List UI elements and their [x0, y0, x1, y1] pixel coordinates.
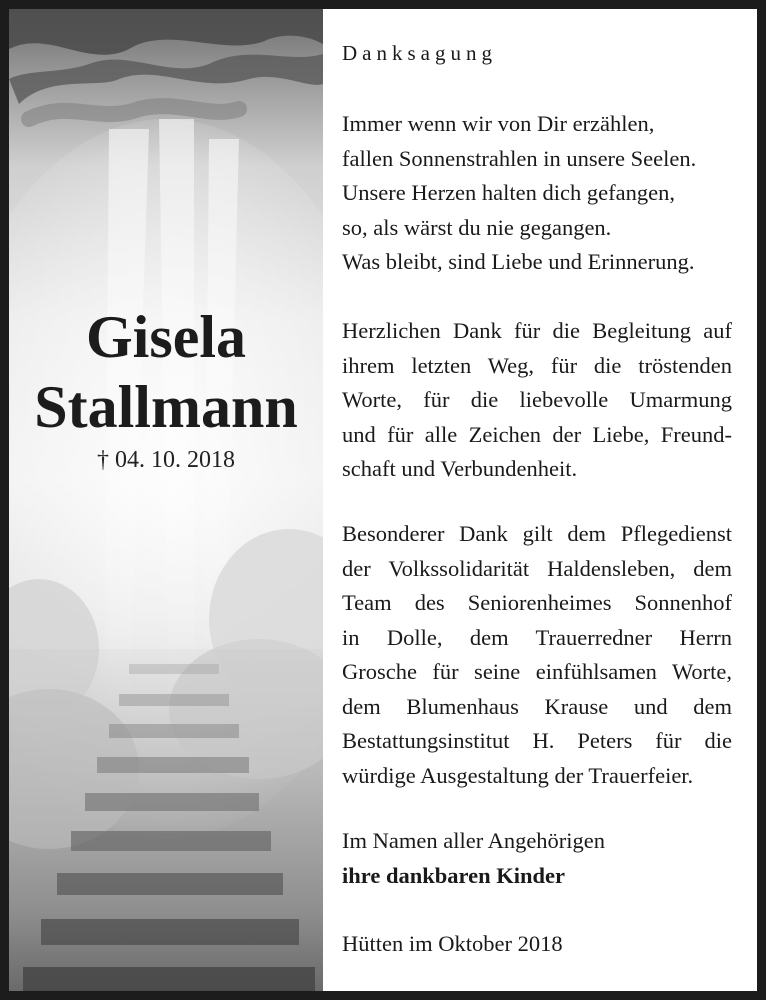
- text-line: Herzlichen Dank für die Begleitung auf: [342, 318, 732, 343]
- special-thanks-paragraph: [342, 517, 732, 793]
- deceased-first-name: Gisela: [86, 304, 246, 370]
- text-line: schaft und Verbundenheit.: [342, 456, 578, 481]
- poem-line: Was bleibt, sind Liebe und Erinnerung.: [342, 249, 695, 274]
- memorial-image-panel: [9, 9, 323, 991]
- heading: Danksagung: [342, 41, 497, 65]
- poem-line: so, als wärst du nie gegangen.: [342, 214, 612, 240]
- signature-line: Im Namen aller Angehörigen: [342, 828, 606, 853]
- poem: [342, 107, 732, 280]
- text-line: Besonderer Dank gilt dem Pflegedienst: [342, 521, 732, 546]
- text-line: würdige Ausgestaltung der Trauerfeier.: [342, 762, 694, 788]
- signature-bold: ihre dankbaren Kinder: [342, 862, 565, 888]
- text-panel: [323, 9, 757, 991]
- stairway-to-heaven-image: [9, 9, 323, 991]
- text-line: Grosche für seine einfühlsamen Worte,: [342, 659, 732, 684]
- deceased-last-name: Stallmann: [34, 374, 298, 440]
- poem-line: fallen Sonnenstrahlen in unsere Seelen.: [342, 145, 697, 171]
- text-line: der Volkssolidarität Haldensleben, dem: [342, 555, 732, 581]
- poem-line: Unsere Herzen halten dich gefangen,: [342, 180, 675, 205]
- death-date: † 04. 10. 2018: [97, 447, 235, 473]
- text-line: Team des Seniorenheimes Sonnenhof: [342, 590, 732, 615]
- text-line: dem Blumenhaus Krause und dem: [342, 693, 732, 719]
- thanks-paragraph: [342, 314, 732, 487]
- text-line: und für alle Zeichen der Liebe, Freund-: [342, 421, 732, 447]
- text-line: Bestattungsinstitut H. Peters für die: [342, 728, 732, 753]
- signature: [342, 824, 732, 893]
- place-date: Hütten im Oktober 2018: [342, 931, 563, 956]
- text-line: Worte, für die liebevolle Umarmung: [342, 387, 732, 412]
- poem-line: Immer wenn wir von Dir erzählen,: [342, 111, 655, 136]
- text-line: in Dolle, dem Trauerredner Herrn: [342, 624, 732, 650]
- text-line: ihrem letzten Weg, für die tröstenden: [342, 352, 732, 378]
